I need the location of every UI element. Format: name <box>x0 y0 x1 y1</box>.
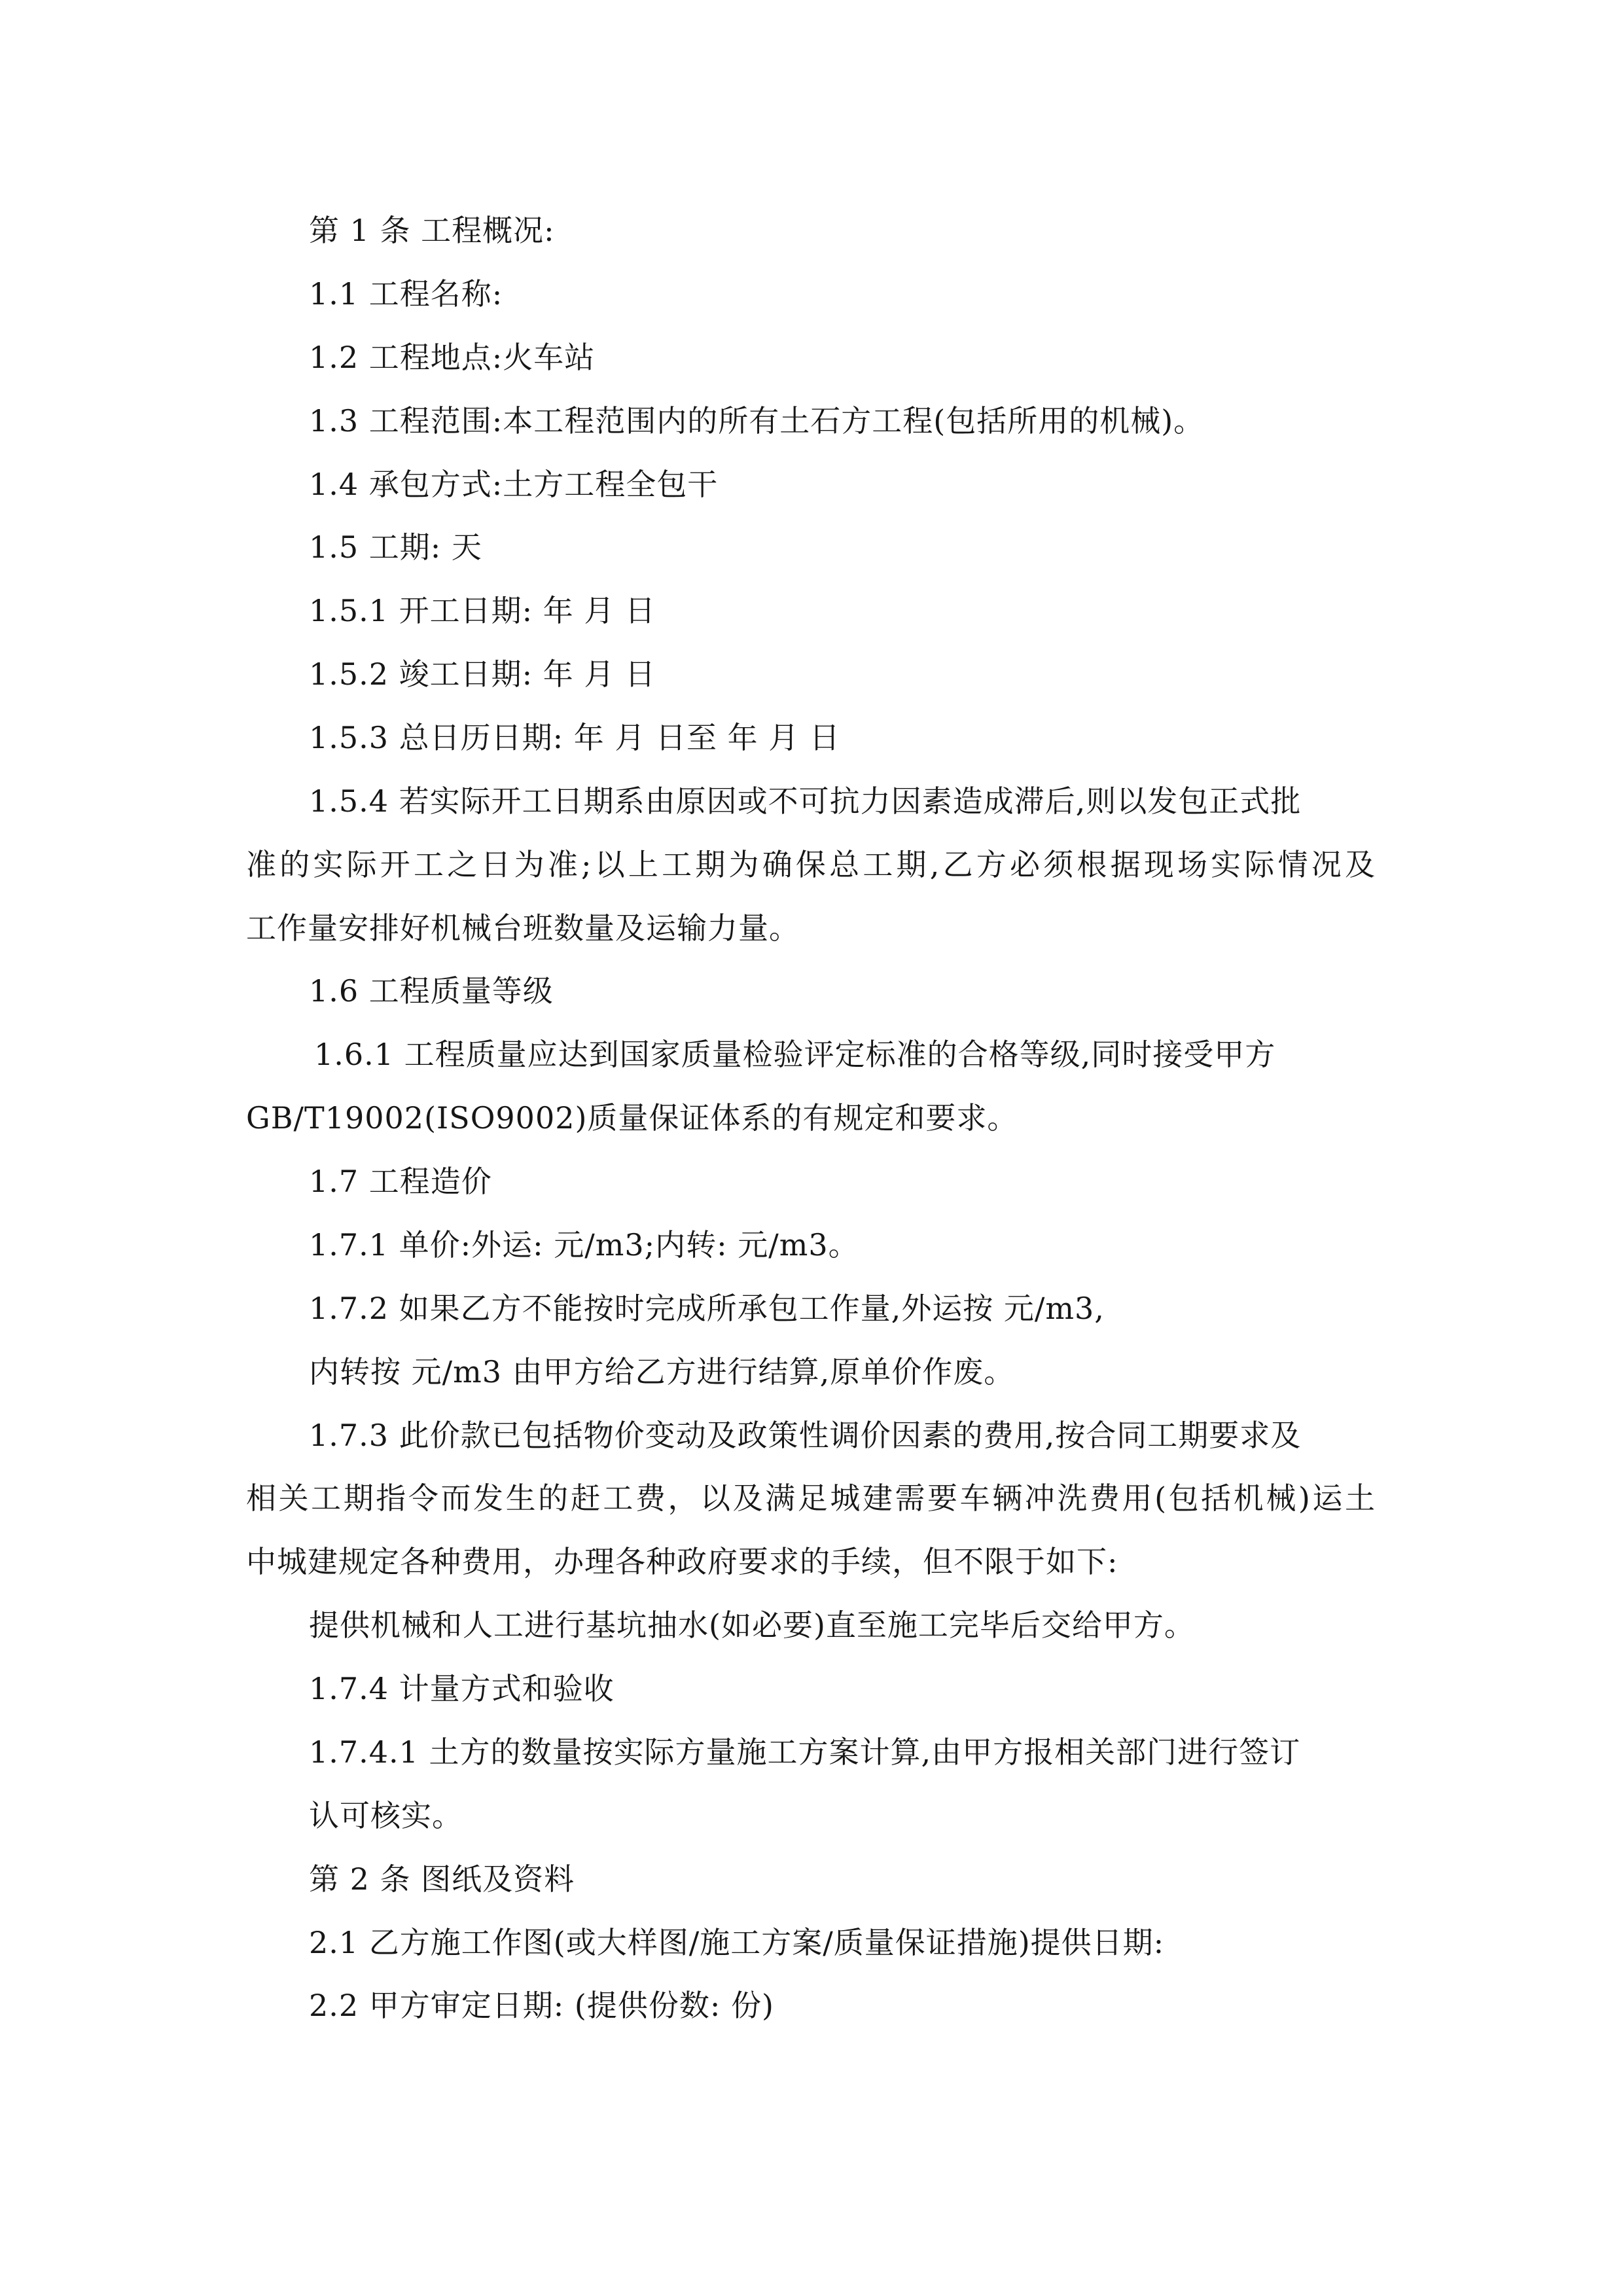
clause-2-1: 2.1 乙方施工作图(或大样图/施工方案/质量保证措施)提供日期: <box>309 1925 1165 1960</box>
clause-1-7-4: 1.7.4 计量方式和验收 <box>309 1671 615 1706</box>
clause-1-5-3: 1.5.3 总日历日期: 年 月 日至 年 月 日 <box>309 720 840 755</box>
clause-1-5-2: 1.5.2 竣工日期: 年 月 日 <box>309 656 656 692</box>
clause-1-5-4-line-2: 准的实际开工之日为准;以上工期为确保总工期,乙方必须根据现场实际情况及 <box>246 847 1376 882</box>
clause-1-7-2-line-1: 1.7.2 如果乙方不能按时完成所承包工作量,外运按 元/m3, <box>309 1291 1105 1326</box>
clause-1-4: 1.4 承包方式:土方工程全包干 <box>309 467 719 502</box>
clause-1-5-1: 1.5.1 开工日期: 年 月 日 <box>309 593 656 628</box>
clause-1-6-1-line-2: GB/T19002(ISO9002)质量保证体系的有规定和要求。 <box>246 1100 1018 1136</box>
clause-1-7-3-line-2: 相关工期指令而发生的赶工费，以及满足城建需要车辆冲洗费用(包括机械)运土 <box>246 1480 1376 1516</box>
article-1-heading: 第 1 条 工程概况: <box>309 213 555 248</box>
clause-2-2: 2.2 甲方审定日期: (提供份数: 份) <box>309 1988 774 2023</box>
clause-1-7-3-line-4: 提供机械和人工进行基坑抽水(如必要)直至施工完毕后交给甲方。 <box>309 1607 1195 1643</box>
clause-1-1: 1.1 工程名称: <box>309 276 503 312</box>
clause-1-5-4-line-1: 1.5.4 若实际开工日期系由原因或不可抗力因素造成滞后,则以发包正式批 <box>309 783 1302 819</box>
clause-1-7-4-1-line-2: 认可核实。 <box>309 1798 463 1833</box>
article-2-heading: 第 2 条 图纸及资料 <box>309 1861 575 1897</box>
clause-1-7-4-1-line-1: 1.7.4.1 土方的数量按实际方量施工方案计算,由甲方报相关部门进行签订 <box>309 1734 1301 1770</box>
clause-1-6-1-line-1: 1.6.1 工程质量应达到国家质量检验评定标准的合格等级,同时接受甲方 <box>314 1037 1276 1072</box>
clause-1-7-1: 1.7.1 单价:外运: 元/m3;内转: 元/m3。 <box>309 1227 859 1263</box>
clause-1-2: 1.2 工程地点:火车站 <box>309 340 596 375</box>
clause-1-7-2-line-2: 内转按 元/m3 由甲方给乙方进行结算,原单价作废。 <box>309 1354 1015 1390</box>
clause-1-5: 1.5 工期: 天 <box>309 529 482 565</box>
clause-1-6: 1.6 工程质量等级 <box>309 973 554 1009</box>
clause-1-3: 1.3 工程范围:本工程范围内的所有土石方工程(包括所用的机械)。 <box>309 403 1205 439</box>
clause-1-7: 1.7 工程造价 <box>309 1164 492 1199</box>
clause-1-7-3-line-1: 1.7.3 此价款已包括物价变动及政策性调价因素的费用,按合同工期要求及 <box>309 1418 1302 1453</box>
clause-1-7-3-line-3: 中城建规定各种费用，办理各种政府要求的手续，但不限于如下: <box>246 1544 1118 1579</box>
clause-1-5-4-line-3: 工作量安排好机械台班数量及运输力量。 <box>246 910 800 946</box>
